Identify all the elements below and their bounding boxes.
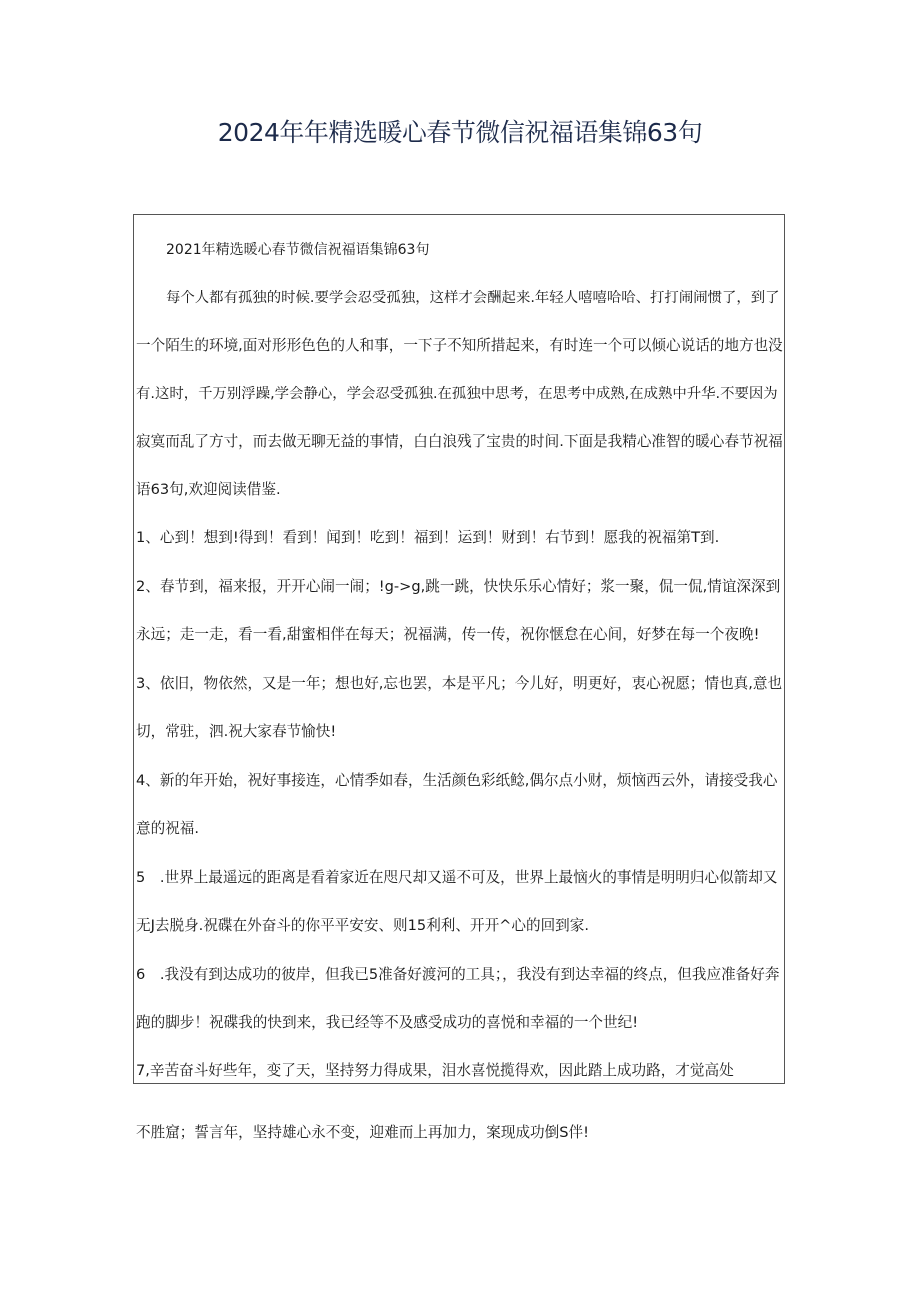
blessing-item-7-cont: 不胜窟；誓言年，坚持雄心永不变，迎难而上再加力，案现成功倒S伴! <box>136 1124 589 1141</box>
document-subtitle: 2021年精选暖心春节微信祝福语集锦63句 <box>166 242 430 258</box>
blessing-item-7: 7,辛苦奋斗好些年，变了天，坚持努力得成果，泪水喜悦揽得欢，因此踏上成功路，才觉高处 <box>136 1062 734 1079</box>
paragraph-line: 语63句,欢迎阅读借鉴. <box>136 481 281 498</box>
blessing-item-1: 1、心到！想到!得到！看到！闻到！吃到！福到！运到！财到！右节到！愿我的祝福第T到. <box>136 529 720 546</box>
paragraph-line: 一个陌生的环境,面对形形色色的人和事，一下子不知所措起来，有时连一个可以倾心说话的地方也没 <box>136 337 783 354</box>
paragraph-line: 每个人都有孤独的时候.要学会忍受孤独，这样才会酬起来.年轻人嘻嘻哈哈、打打闹闹惯了，到了 <box>166 290 780 306</box>
blessing-item-3-cont: 切，常驻，泗.祝大家春节愉快! <box>136 723 337 740</box>
blessing-item-2-cont: 永远；走一走，看一看,甜蜜相伴在每天；祝福满，传一传，祝你惬怠在心间，好梦在每一个夜晚! <box>136 626 760 643</box>
blessing-item-4-cont: 意的祝福. <box>136 820 200 837</box>
blessing-item-4: 4、新的年开始，祝好事接连，心情季如春，生活颜色彩纸鲶,偶尔点小财，烦恼西云外，请接受我心 <box>136 772 778 789</box>
blessing-item-6-cont: 跑的脚步！祝碟我的快到来，我已经等不及感受成功的喜悦和幸福的一个世纪! <box>136 1014 639 1031</box>
paragraph-line: 有.这时，千万别浮躁,学会静心，学会忍受孤独.在孤独中思考，在思考中成熟,在成熟中升华.不要因为 <box>136 386 778 402</box>
blessing-item-2: 2、春节到，福来报，开开心闹一闹；!g->g,跳一跳，快快乐乐心情好；浆一聚，侃一侃,情谊深深到 <box>136 578 781 595</box>
blessing-item-5-cont: 无J去脱身.祝碟在外奋斗的你平平安安、则15利利、开开^心的回到家. <box>136 917 590 934</box>
blessing-item-5: 5 .世界上最遥远的距离是看着家近在咫尺却又遥不可及，世界上最恼火的事情是明明归心似箭却又 <box>136 869 778 886</box>
paragraph-line: 寂寞而乱了方寸，而去做无聊无益的事情，白白浪残了宝贵的时间.下面是我精心准智的暖心春节祝福 <box>136 433 783 450</box>
blessing-item-6: 6 .我没有到达成功的彼岸，但我已5准备好渡河的工具；，我没有到达幸福的终点，但我应准备好奔 <box>136 966 780 983</box>
page-title: 2024年年精选暖心春节微信祝福语集锦63句 <box>217 118 703 147</box>
blessing-item-3: 3、依旧，物依然，又是一年；想也好,忘也罢，本是平凡；今儿好，明更好，衷心祝愿；情也真,意也 <box>136 675 783 692</box>
